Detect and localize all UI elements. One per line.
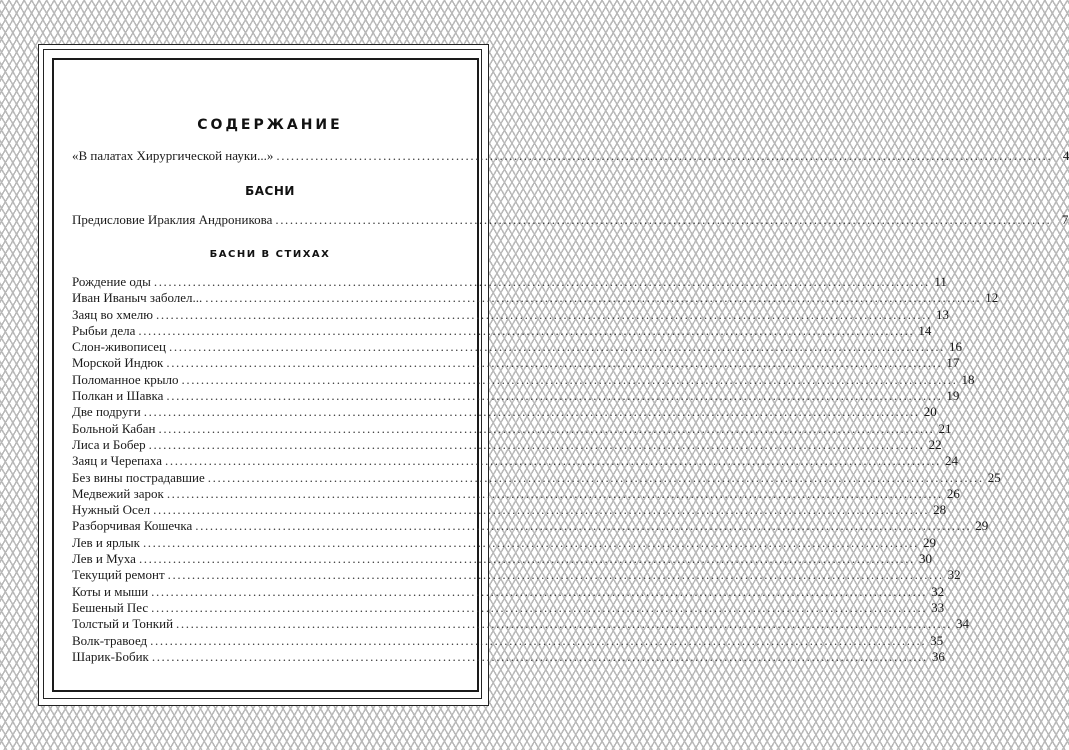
dot-leader: ................................................................................................................................................................ bbox=[151, 583, 928, 599]
toc-entry-title: Две подруги bbox=[72, 404, 141, 420]
toc-entry-page: 11 bbox=[934, 274, 947, 289]
toc-entry-title: Предисловие Ираклия Андроникова bbox=[72, 212, 273, 227]
toc-entry-title: Слон-живописец bbox=[72, 339, 167, 355]
dot-leader: ................................................................................................................................................................ bbox=[150, 632, 927, 648]
toc-entry[interactable] bbox=[72, 599, 945, 616]
toc-entry-title: Рождение оды bbox=[72, 274, 151, 289]
toc-entry-title: Без вины пострадавшие bbox=[72, 469, 205, 485]
toc-entry[interactable] bbox=[72, 322, 932, 339]
toc-entry-title: Рыбьи дела bbox=[72, 322, 136, 338]
toc-entry-title: Разборчивая Кошечка bbox=[72, 518, 193, 534]
toc-entry[interactable] bbox=[72, 648, 945, 665]
toc-entry-title: «В палатах Хирургической науки...» bbox=[72, 148, 274, 163]
dot-leader: ................................................................................................................................................................ bbox=[169, 339, 946, 355]
toc-entry[interactable] bbox=[72, 274, 947, 290]
toc-entry-page: 19 bbox=[946, 388, 960, 404]
toc-entry-page: 34 bbox=[956, 616, 970, 632]
section-title: БАСНИ bbox=[245, 184, 295, 198]
toc-entry-page: 32 bbox=[931, 583, 945, 599]
toc-entry-page: 20 bbox=[923, 404, 937, 420]
toc-entry-title: Волк-травоед bbox=[72, 632, 148, 648]
toc-entry[interactable] bbox=[72, 632, 944, 649]
toc-entry-title: Иван Иваныч заболел... bbox=[72, 290, 203, 306]
toc-entry-preface[interactable] bbox=[72, 212, 1069, 228]
dot-leader: ................................................................................................................................................................ bbox=[138, 551, 915, 567]
toc-entry-title: Текущий ремонт bbox=[72, 567, 165, 583]
dot-leader: ................................................................................................................................................................ bbox=[143, 404, 920, 420]
toc-entry-title: Бешеный Пес bbox=[72, 599, 149, 615]
dot-leader: ................................................................................................................................................................ bbox=[166, 388, 943, 404]
toc-entry-title: Лев и Муха bbox=[72, 551, 136, 567]
toc-entry-page: 35 bbox=[930, 632, 944, 648]
dot-leader: ................................................................................................................................................................ bbox=[205, 290, 982, 306]
toc-entry-title: Шарик-Бобик bbox=[72, 648, 149, 664]
toc-entry-page: 22 bbox=[928, 436, 942, 452]
toc-entry-title: Морской Индюк bbox=[72, 355, 164, 371]
toc-entry-title: Заяц во хмелю bbox=[72, 306, 153, 322]
toc-entry-page: 17 bbox=[946, 355, 960, 371]
toc-entry[interactable] bbox=[72, 453, 958, 469]
toc-entry-title: Больной Кабан bbox=[72, 420, 156, 436]
toc-entry[interactable] bbox=[72, 616, 970, 632]
dot-leader: ................................................................................................................................................................ bbox=[151, 648, 928, 664]
toc-entry[interactable] bbox=[72, 371, 975, 388]
toc-entry-page: 7 bbox=[1061, 212, 1069, 227]
toc-entry[interactable] bbox=[72, 567, 961, 583]
toc-entry[interactable] bbox=[72, 420, 952, 437]
toc-entry-page: 30 bbox=[918, 551, 932, 567]
toc-entry-page: 28 bbox=[933, 502, 947, 518]
toc-entry-title: Коты и мыши bbox=[72, 583, 149, 599]
toc-entry-page: 25 bbox=[987, 469, 1001, 485]
dot-leader: ................................................................................................................................................................ bbox=[142, 534, 919, 550]
toc-entry-page: 4 bbox=[1062, 148, 1069, 163]
dot-leader: ................................................................................................................................................................ bbox=[138, 322, 915, 338]
dot-leader: ................................................................................................................................................................ bbox=[207, 469, 984, 485]
toc-entry[interactable] bbox=[72, 404, 937, 420]
toc-entry[interactable] bbox=[72, 388, 960, 404]
toc-entry-page: 14 bbox=[918, 322, 932, 338]
dot-leader: ................................................................................................................................................................ bbox=[181, 371, 958, 387]
toc-entry-page: 13 bbox=[935, 306, 949, 322]
toc-entry-page: 33 bbox=[931, 599, 945, 615]
dot-leader: ................................................................................................................................................................ bbox=[165, 453, 941, 469]
toc-entry[interactable] bbox=[72, 436, 942, 453]
toc-list bbox=[72, 274, 1001, 665]
toc-entry[interactable] bbox=[72, 551, 932, 567]
toc-entry-title: Толстый и Тонкий bbox=[72, 616, 174, 632]
toc-entry[interactable] bbox=[72, 306, 949, 323]
toc-entry[interactable] bbox=[72, 502, 947, 518]
toc-entry[interactable] bbox=[72, 339, 963, 355]
toc-entry-title: Медвежий зарок bbox=[72, 485, 164, 501]
dot-leader: ................................................................................................................................................................ bbox=[276, 148, 1053, 163]
toc-entry-page: 16 bbox=[949, 339, 963, 355]
toc-entry[interactable] bbox=[72, 355, 960, 371]
toc-entry[interactable] bbox=[72, 469, 1001, 486]
dot-leader: ................................................................................................................................................................ bbox=[148, 436, 925, 452]
toc-entry-page: 21 bbox=[938, 420, 952, 436]
toc-entry[interactable] bbox=[72, 518, 989, 534]
toc-entry-title: Поломанное крыло bbox=[72, 371, 179, 387]
dot-leader: ................................................................................................................................................................ bbox=[275, 212, 1052, 227]
toc-entry-intro[interactable] bbox=[72, 148, 1069, 164]
toc-entry[interactable] bbox=[72, 534, 936, 551]
toc-entry[interactable] bbox=[72, 583, 945, 600]
toc-entry[interactable] bbox=[72, 485, 960, 502]
toc-entry-title: Лиса и Бобер bbox=[72, 436, 146, 452]
contents-title: СОДЕРЖАНИЕ bbox=[197, 117, 343, 133]
dot-leader: ................................................................................................................................................................ bbox=[158, 420, 935, 436]
toc-entry-page: 12 bbox=[985, 290, 999, 306]
dot-leader: ................................................................................................................................................................ bbox=[167, 567, 944, 583]
dot-leader: ................................................................................................................................................................ bbox=[166, 485, 943, 501]
toc-entry-page: 29 bbox=[975, 518, 989, 534]
dot-leader: ................................................................................................................................................................ bbox=[166, 355, 943, 371]
subsection-title: БАСНИ В СТИХАХ bbox=[209, 249, 331, 260]
toc-entry-title: Полкан и Шавка bbox=[72, 388, 164, 404]
dot-leader: ................................................................................................................................................................ bbox=[151, 599, 928, 615]
dot-leader: ................................................................................................................................................................ bbox=[153, 274, 930, 289]
dot-leader: ................................................................................................................................................................ bbox=[153, 502, 930, 518]
toc-entry-page: 32 bbox=[947, 567, 961, 583]
table-of-contents bbox=[72, 0, 1069, 750]
toc-entry-page: 24 bbox=[945, 453, 958, 469]
toc-entry-page: 18 bbox=[961, 371, 975, 387]
toc-entry-page: 36 bbox=[931, 648, 945, 664]
toc-entry-page: 26 bbox=[946, 485, 960, 501]
dot-leader: ................................................................................................................................................................ bbox=[195, 518, 972, 534]
toc-entry-title: Нужный Осел bbox=[72, 502, 151, 518]
dot-leader: ................................................................................................................................................................ bbox=[176, 616, 953, 632]
toc-entry-title: Заяц и Черепаха bbox=[72, 453, 162, 469]
toc-entry-title: Лев и ярлык bbox=[72, 534, 140, 550]
toc-entry[interactable] bbox=[72, 290, 999, 306]
toc-entry-page: 29 bbox=[922, 534, 936, 550]
dot-leader: ................................................................................................................................................................ bbox=[155, 306, 932, 322]
